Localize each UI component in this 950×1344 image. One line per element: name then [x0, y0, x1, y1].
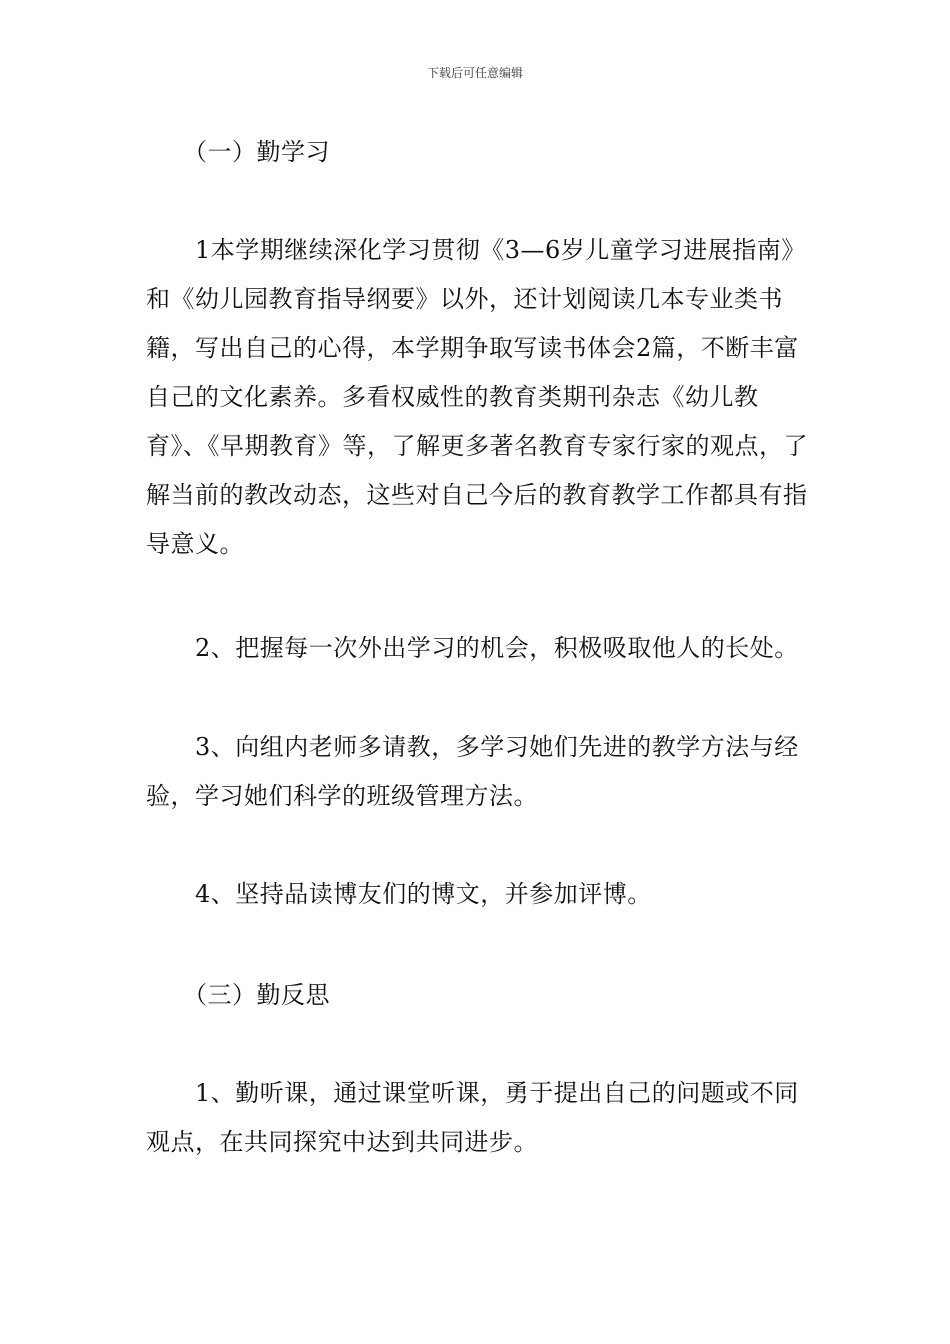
paragraph-1: 1本学期继续深化学习贯彻《3—6岁儿童学习进展指南》和《幼儿园教育指导纲要》以外，还计划阅读几本专业类书籍，写出自己的心得，本学期争取写读书体会2篇，不断丰富自己的文化素养。多看权威性的教育类期刊杂志《幼儿教育》、《早期教育》等，了解更多著名教育专家行家的观点，了解当前的教改动态，这些对自己今后的教育教学工作都具有指导意义。	[146, 236, 808, 558]
section-heading-reflect: （三）勤反思	[146, 981, 330, 1009]
paragraph-5: 1、勤听课，通过课堂听课，勇于提出自己的问题或不同观点，在共同探究中达到共同进步。	[146, 1079, 799, 1156]
paragraph-2: 2、把握每一次外出学习的机会，积极吸取他人的长处。	[146, 634, 799, 662]
section-heading-study: （一）勤学习	[146, 138, 330, 166]
paragraph-4: 4、坚持品读博友们的博文，并参加评博。	[146, 880, 652, 908]
page-header: 下载后可任意编辑	[426, 66, 523, 80]
paragraph-3: 3、向组内老师多请教，多学习她们先进的教学方法与经验，学习她们科学的班级管理方法。	[146, 733, 799, 810]
